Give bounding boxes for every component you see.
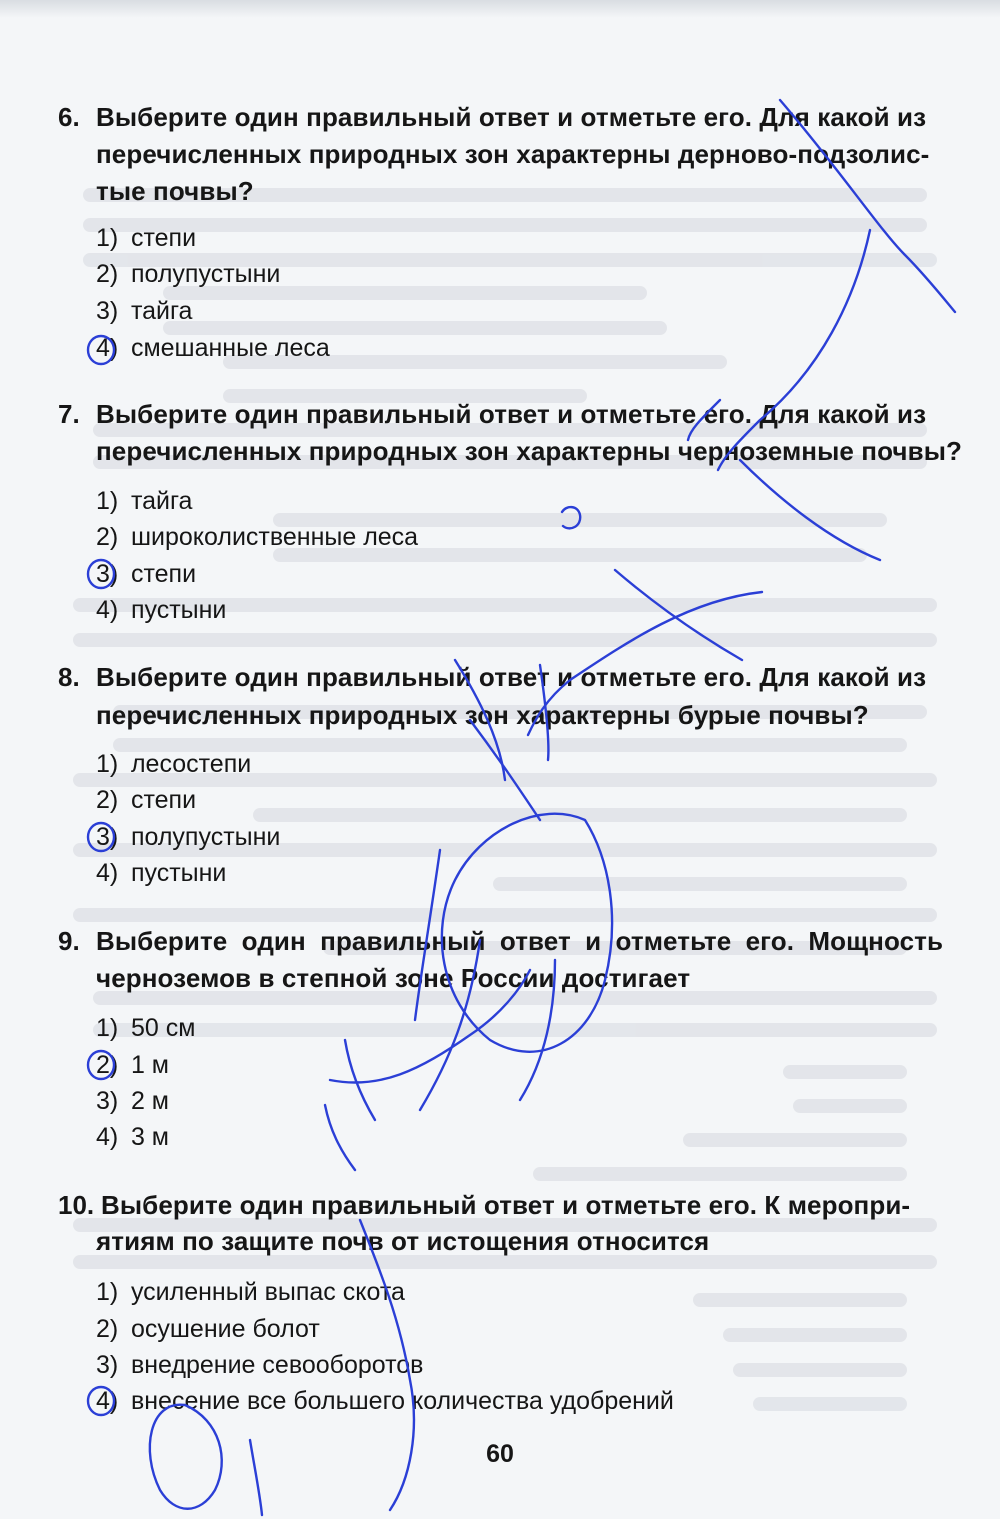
answer-option-1[interactable]: 1) степи: [96, 224, 197, 252]
question-text-line: перечисленных природных зон характерны бурые почвы?: [96, 700, 869, 730]
pen-scribble: [325, 1105, 355, 1170]
answer-option-1[interactable]: 1) 50 см: [96, 1014, 196, 1042]
answer-option-4[interactable]: 4) пустыни: [96, 859, 227, 887]
question-text-line: тые почвы?: [96, 176, 254, 206]
answer-option-2[interactable]: 2) широколиственные леса: [96, 523, 419, 551]
question-text-line: черноземов в степной зоне России достигает: [96, 963, 691, 993]
answer-option-2[interactable]: 2) 1 м: [96, 1051, 169, 1079]
answer-option-2[interactable]: 2) полупустыни: [96, 260, 281, 288]
answer-option-3[interactable]: 3) тайга: [96, 297, 193, 325]
answer-option-2[interactable]: 2) осушение болот: [96, 1315, 320, 1343]
pen-scribble: [615, 570, 742, 660]
pen-scribble: [740, 460, 880, 560]
question-text-line: Выберите один правильный ответ и отметьте его. Для какой из: [96, 399, 927, 429]
answer-option-1[interactable]: 1) лесостепи: [96, 750, 252, 778]
question-number: 7.: [58, 399, 80, 429]
page-number: 60: [486, 1440, 514, 1468]
question-text-line: Выберите один правильный ответ и отметьте его. Для какой из: [96, 102, 927, 132]
answer-option-4[interactable]: 4) пустыни: [96, 596, 227, 624]
answer-option-3[interactable]: 3) степи: [96, 560, 197, 588]
answer-option-1[interactable]: 1) тайга: [96, 487, 193, 515]
scan-edge: [0, 0, 1000, 18]
question-number: 9.: [58, 926, 80, 956]
pen-scribble: [345, 1040, 375, 1120]
answer-option-3[interactable]: 3) 2 м: [96, 1087, 169, 1115]
answer-option-1[interactable]: 1) усиленный выпас скота: [96, 1278, 405, 1306]
question-number: 6.: [58, 102, 80, 132]
answer-option-2[interactable]: 2) степи: [96, 786, 197, 814]
question-text-line: перечисленных природных зон характерны дерново-подзолис-: [96, 139, 930, 169]
question-text-line: Выберите один правильный ответ и отметьте его. К меропри-: [101, 1190, 911, 1220]
question-text-line: перечисленных природных зон характерны черноземные почвы?: [96, 436, 962, 466]
answer-option-3[interactable]: 3) внедрение севооборотов: [96, 1351, 424, 1379]
pen-scribble: [718, 230, 870, 470]
question-text-line: ятиям по защите почв от истощения относится: [96, 1226, 710, 1256]
answer-option-4[interactable]: 4) внесение все большего количества удобрений: [96, 1387, 674, 1415]
question-text-line: Выберите один правильный ответ и отметьте его. Для какой из: [96, 662, 927, 692]
question-text-line: Выберите один правильный ответ и отметьте его. Мощность: [96, 926, 944, 956]
answer-option-3[interactable]: 3) полупустыни: [96, 823, 281, 851]
answer-option-4[interactable]: 4) 3 м: [96, 1123, 169, 1151]
question-number: 8.: [58, 662, 80, 692]
answer-option-4[interactable]: 4) смешанные леса: [96, 334, 330, 362]
question-number: 10.: [58, 1190, 95, 1220]
pen-scribble: [562, 507, 580, 528]
pen-scribble: [470, 720, 540, 820]
